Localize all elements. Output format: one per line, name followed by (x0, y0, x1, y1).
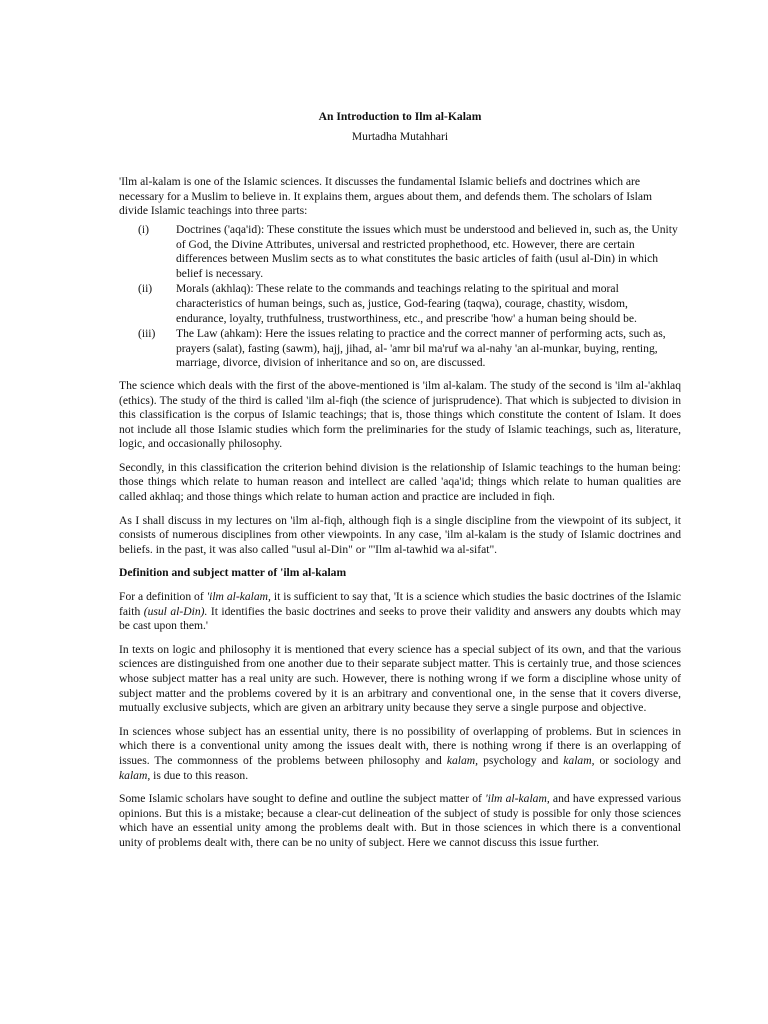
text-run: For a definition of (119, 590, 207, 604)
definition-paragraph (119, 590, 681, 634)
text-run: it is sufficient to say that, 'It is a science which studies the basic doctrines of the Islamic faith (119, 590, 681, 618)
body-paragraph: The science which deals with the first of the above-mentioned is 'ilm al-kalam. The study of the second is 'ilm al-'akhlaq (ethics). The study of the third is called 'ilm al-fiqh (the science of jurisprudence). That which is subjected to division in this classification is the corpus of Islamic teachings; that is, those things which constitute the content of Islam. It does not include all those Islamic studies which form the preliminaries for the study of Islamic teachings, such as, literature, logic, and occasionally philosophy. (119, 378, 681, 451)
list-item (119, 282, 681, 326)
teachings-list (119, 223, 681, 371)
text-run: Some Islamic scholars have sought to define and outline the subject matter of (119, 792, 486, 806)
intro-paragraph: 'Ilm al-kalam is one of the Islamic sciences. It discusses the fundamental Islamic beliefs and doctrines which are necessary for a Muslim to believe in. It explains them, argues about them, and defends them. The scholars of Islam divide Islamic teachings into three parts: (119, 175, 653, 218)
body-paragraph: As I shall discuss in my lectures on 'ilm al-fiqh, although fiqh is a single discipline from the viewpoint of its subject, it consists of numerous disciplines from other viewpoints. In any case, 'ilm al-kalam is the study of Islamic doctrines and beliefs. in the past, it was also called "usul al-Din" or "'Ilm al-tawhid wa al-sifat". (119, 513, 681, 556)
section-heading: Definition and subject matter of 'ilm al-kalam (119, 566, 347, 580)
list-item-number: (i) (138, 222, 149, 236)
body-paragraph: Secondly, in this classification the criterion behind division is the relationship of Islamic teachings to the human being: those things which relate to human reason and intellect are called 'aqa'id; things which relate to human qualities are called akhlaq; and those things which relate to human action and practice are included in fiqh. (119, 460, 681, 504)
italic-term: kalam, (563, 753, 595, 767)
list-item-number: (ii) (138, 282, 153, 296)
text-run: It identifies the basic doctrines and seeks to prove their validity and answers any doubts which may be cast upon them.' (119, 604, 681, 633)
list-item (119, 327, 681, 371)
text-run: In sciences whose subject has an essential unity, there is no possibility of overlapping of problems. But in sciences in which there is a conventional unity among the issues dealt with, there is nothing wrong if there is an overlapping of issues. The commonness of the problems between philosophy and (119, 724, 681, 767)
italic-term: kalam, (119, 768, 151, 782)
document-title: An Introduction to Ilm al-Kalam (318, 110, 482, 123)
italic-term: 'ilm al-kalam, (485, 792, 550, 806)
list-item-text: The Law (ahkam): Here the issues relating to practice and the correct manner of performing acts, such as, prayers (salat), fasting (sawm), hajj, jihad, al- 'amr bil ma'ruf wa al-nahy 'an al-munkar, buying, renting, marriage, divorce, division of inheritance and so on, are discussed. (176, 327, 666, 370)
document-author: Murtadha Mutahhari (351, 129, 449, 143)
body-paragraph (119, 725, 681, 783)
text-run: or sociology and (594, 753, 681, 767)
italic-term: (usul al-Din). (143, 604, 208, 618)
list-item (119, 223, 681, 281)
list-item-text: Doctrines ('aqa'id): These constitute the issues which must be understood and believed in, such as, the Unity of God, the Divine Attributes, universal and restricted prophethood, etc. However, there are certain differences between Muslim sects as to what constitutes the basic articles of faith (usul al-Din) in which belief is necessary. (176, 222, 678, 280)
text-run: psychology and (478, 753, 564, 767)
italic-term: kalam, (446, 753, 479, 767)
body-paragraph (119, 792, 681, 850)
list-item-text: Morals (akhlaq): These relate to the commands and teachings relating to the spiritual and moral characteristics of human beings, such as, justice, God-fearing (taqwa), courage, chastity, wisdom, endurance, loyalty, truthfulness, trustworthiness, etc., and prescribe 'how' a human being should be. (176, 282, 637, 325)
text-run: is due to this reason. (150, 768, 249, 782)
italic-term: 'ilm al-kalam, (206, 590, 271, 604)
text-run: and have expressed various opinions. But this is a mistake; because a clear-cut delineation of the subject of study is possible for only those sciences which have an essential unity among the problems dealt with. But in those sciences in which there is a conventional unity of problems dealt with, there can be no unity of subject. Here we cannot discuss this issue further. (119, 792, 681, 849)
list-item-number: (iii) (138, 327, 156, 341)
body-paragraph: In texts on logic and philosophy it is mentioned that every science has a special subject of its own, and that the various sciences are distinguished from one another due to their separate subject matter. This is certainly true, and those sciences whose subject matter has a real unity are such. However, there is nothing wrong if we form a discipline whose unity of subject matter and the problems covered by it is an arbitrary and conventional one, in the sense that it covers diverse, mutually exclusive subjects, which are given an arbitrary unity because they serve a single purpose and objective. (119, 642, 681, 715)
